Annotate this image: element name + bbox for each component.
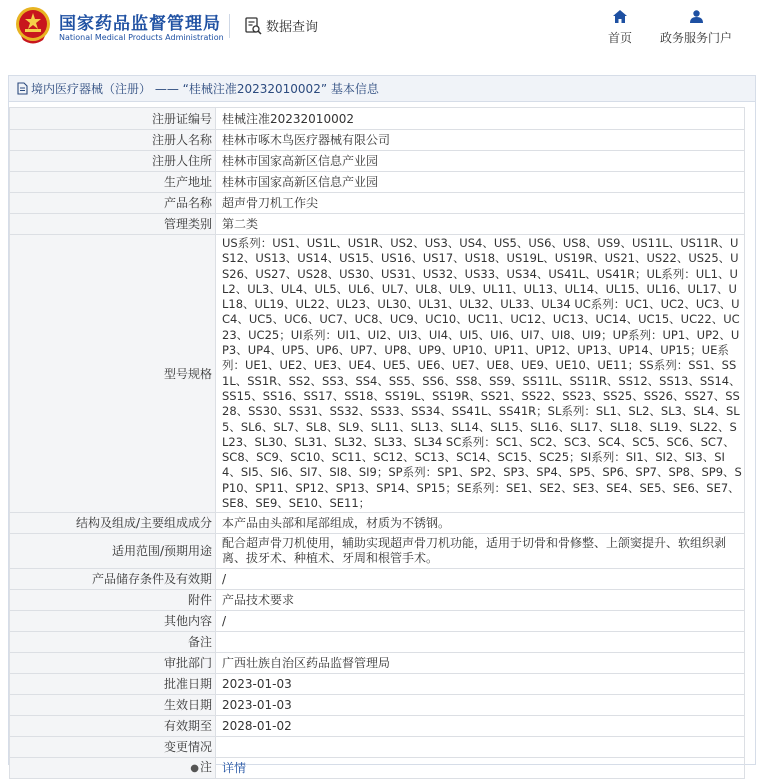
panel-title xyxy=(9,76,755,102)
table-row xyxy=(10,569,745,590)
row-key: 注册证编号 xyxy=(10,108,216,130)
row-value: 第二类 xyxy=(216,214,745,235)
row-key: 批准日期 xyxy=(10,674,216,695)
header-divider xyxy=(229,14,230,38)
row-value: 桂林市啄木鸟医疗器械有限公司 xyxy=(216,130,745,151)
row-value: 广西壮族自治区药品监督管理局 xyxy=(216,653,745,674)
note-key xyxy=(10,758,216,779)
row-key: 注册人名称 xyxy=(10,130,216,151)
row-value: 产品技术要求 xyxy=(216,590,745,611)
row-key: 生产地址 xyxy=(10,172,216,193)
nav-service-portal-label: 政务服务门户 xyxy=(659,31,732,45)
row-value: 桂械注准20232010002 xyxy=(216,108,745,130)
data-query-link[interactable] xyxy=(245,16,318,35)
model-spec-value: US系列：US1、US1L、US1R、US2、US3、US4、US5、US6、US8、US9、US11L、US11R、US12、US13、US14、US15、US16、US17、US18、US19L、US19R、US21、US22、US25、US26、US27、US28、US30、US31、US32、US33、US34、US41L、US41R；UL系列：UL1、UL2、UL3、UL4、UL5、UL6、UL7、UL8、UL9、UL11、UL13、UL14、UL15、UL16、UL17、UL18、UL19、UL22、UL23、UL30、UL31、UL32、UL33、UL34 UC系列：UC1、UC2、UC3、UC4、UC5、UC6、UC7、UC8、UC9、UC10、UC11、UC12、UC13、UC14、UC15、UC22、UC23、UC25；UI系列：UI1、UI2、UI3、UI4、UI5、UI6、UI7、UI8、UI9；UP系列：UP1、UP2、UP3、UP4、UP5、UP6、UP7、UP8、UP9、UP10、UP11、UP12、UP13、UP14、UP15；UE系列：UE1、UE2、UE3、UE4、UE5、UE6、UE7、UE8、UE9、UE10、UE11；SS系列：SS1、SS1L、SS1R、SS2、SS3、SS4、SS5、SS6、SS8、SS9、SS11L、SS11R、SS12、SS13、SS14、SS15、SS16、SS17、SS18、SS19L、SS19R、SS21、SS22、SS23、SS25、SS26、SS27、SS28、SS30、SS31、SS32、SS33、SS34、SS41L、SS41R；SL系列：SL1、SL2、SL3、SL4、SL5、SL6、SL7、SL8、SL9、SL11、SL13、SL14、SL15、SL16、SL17、SL18、SL19、SL22、SL23、SL30、SL31、SL32、SL33、SL34 SC系列：SC1、SC2、SC3、SC4、SC5、SC6、SC7、SC8、SC9、SC10、SC11、SC12、SC13、SC14、SC15、SC25；SI系列：SI1、SI2、SI3、SI4、SI5、SI6、SI7、SI8、SI9；SP系列：SP1、SP2、SP3、SP4、SP5、SP6、SP7、SP8、SP9、SP10、SP11、SP12、SP13、SP14、SP15；SE系列：SE1、SE2、SE3、SE4、SE5、SE6、SE7、SE8、SE9、SE10、SE11； xyxy=(216,235,745,513)
row-key: 变更情况 xyxy=(10,737,216,758)
document-icon xyxy=(17,82,28,95)
data-query-label: 数据查询 xyxy=(266,20,319,35)
document-search-icon xyxy=(245,17,262,35)
table-row xyxy=(10,235,745,513)
note-value xyxy=(216,758,745,779)
table-row xyxy=(10,590,745,611)
row-key: 审批部门 xyxy=(10,653,216,674)
row-value: 桂林市国家高新区信息产业园 xyxy=(216,172,745,193)
table-row xyxy=(10,674,745,695)
row-value: 本产品由头部和尾部组成，材质为不锈钢。 xyxy=(216,513,745,534)
nav-home-label: 首页 xyxy=(607,31,632,45)
panel-title-text: 境内医疗器械（注册） —— “桂械注准20232010002” 基本信息 xyxy=(31,82,379,96)
table-row xyxy=(10,653,745,674)
details-link[interactable]: 详情 xyxy=(222,761,247,776)
home-icon xyxy=(613,10,627,23)
row-value xyxy=(216,737,745,758)
row-value xyxy=(216,632,745,653)
site-header xyxy=(0,0,760,66)
row-key: 结构及组成/主要组成成分 xyxy=(10,513,216,534)
user-icon xyxy=(690,10,703,23)
site-name-en: National Medical Products Administration xyxy=(59,33,224,42)
row-key: 注册人住所 xyxy=(10,151,216,172)
table-row xyxy=(10,130,745,151)
table-row xyxy=(10,172,745,193)
row-value: 2028-01-02 xyxy=(216,716,745,737)
table-row xyxy=(10,214,745,235)
row-key: 型号规格 xyxy=(10,235,216,513)
row-key: 管理类别 xyxy=(10,214,216,235)
row-value: 2023-01-03 xyxy=(216,674,745,695)
row-key: 其他内容 xyxy=(10,611,216,632)
row-key: 附件 xyxy=(10,590,216,611)
table-row xyxy=(10,151,745,172)
note-label: 注 xyxy=(199,760,212,775)
table-row xyxy=(10,534,745,569)
row-key: 产品储存条件及有效期 xyxy=(10,569,216,590)
row-value: / xyxy=(216,569,745,590)
row-key: 生效日期 xyxy=(10,695,216,716)
row-key: 有效期至 xyxy=(10,716,216,737)
row-key: 备注 xyxy=(10,632,216,653)
table-row xyxy=(10,193,745,214)
row-value: 桂林市国家高新区信息产业园 xyxy=(216,151,745,172)
table-row xyxy=(10,108,745,130)
row-key: 适用范围/预期用途 xyxy=(10,534,216,569)
location-pin-icon: ● xyxy=(190,763,199,775)
table-row xyxy=(10,758,745,779)
table-row xyxy=(10,513,745,534)
table-row xyxy=(10,695,745,716)
row-key: 产品名称 xyxy=(10,193,216,214)
national-emblem-icon[interactable] xyxy=(15,6,51,46)
table-row xyxy=(10,611,745,632)
table-row xyxy=(10,632,745,653)
table-row xyxy=(10,737,745,758)
row-value: / xyxy=(216,611,745,632)
row-value: 2023-01-03 xyxy=(216,695,745,716)
registration-info-table xyxy=(9,107,745,779)
site-name-cn[interactable]: 国家药品监督管理局 xyxy=(59,14,221,34)
row-value: 超声骨刀机工作尖 xyxy=(216,193,745,214)
row-value: 配合超声骨刀机使用，辅助实现超声骨刀机功能，适用于切骨和骨修整、上颌窦提升、软组织剥离、拔牙术、种植术、牙周和根管手术。 xyxy=(216,534,745,569)
detail-panel xyxy=(8,75,756,776)
nav-service-portal[interactable] xyxy=(651,10,741,46)
table-row xyxy=(10,716,745,737)
